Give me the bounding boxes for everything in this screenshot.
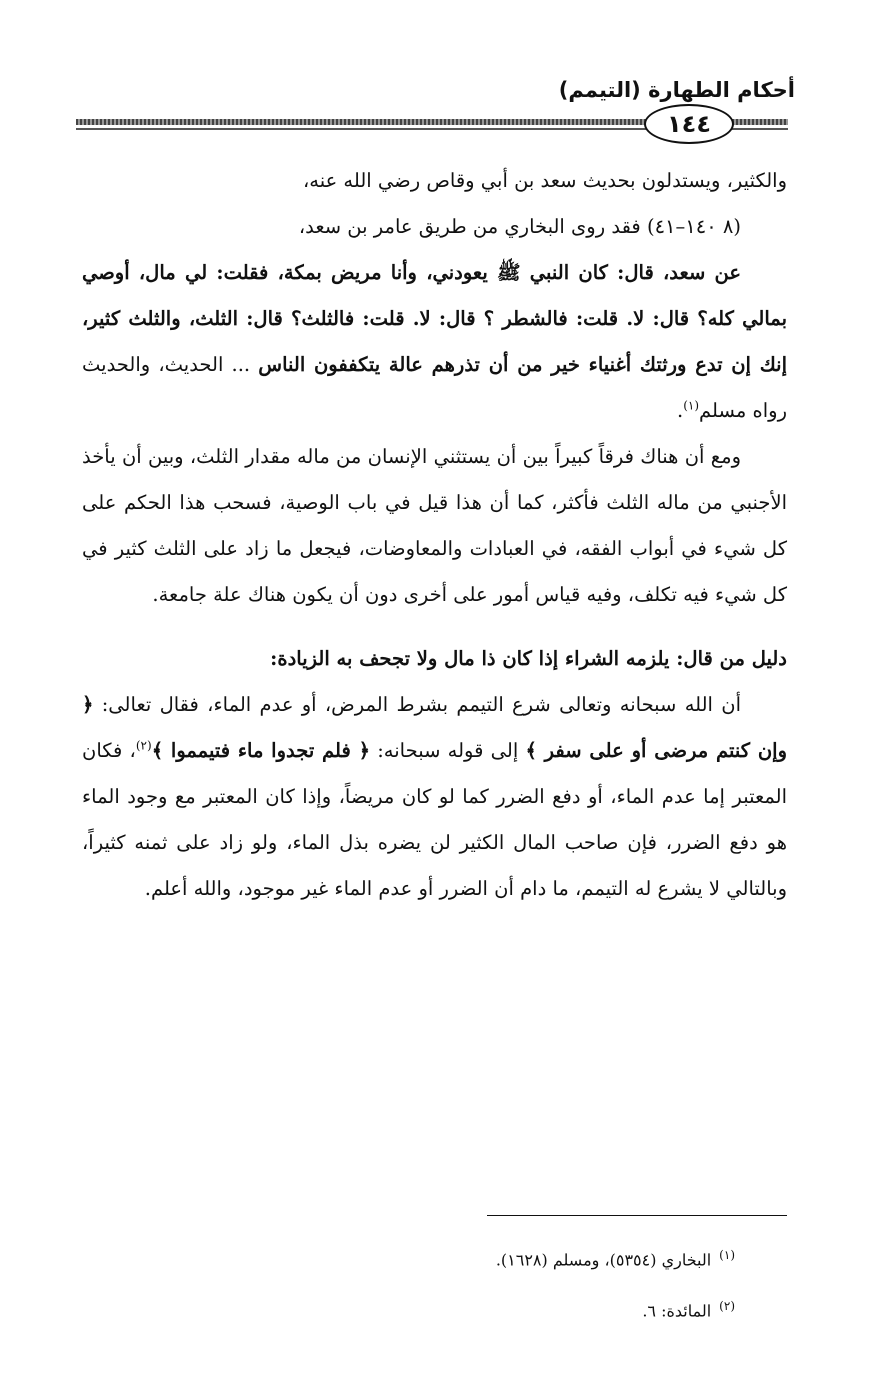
footnote-separator <box>487 1215 787 1216</box>
p5-part-a: أن الله سبحانه وتعالى شرع التيمم بشرط المرض، أو عدم الماء، فقال تعالى: <box>93 693 741 716</box>
footnote-ref-1: (١) <box>683 398 700 413</box>
footnote-1-text: البخاري (٥٣٥٤)، ومسلم (١٦٢٨). <box>495 1250 712 1270</box>
paragraph-4: ومع أن هناك فرقاً كبيراً بين أن يستثني الإنسان من ماله مقدار الثلث، وبين أن يأخذ الأجنبي من ماله الثلث فأكثر، كما أن هذا قيل في باب الوصية، فسحب هذا الحكم على كل شيء في أبواب الفقه، في العبادات والمعاوضات، فيجعل ما زاد على الثلث كثير في كل شيء فيه تكلف، وفيه قياس أمور على أخرى دون أن يكون هناك علة جامعة. <box>82 445 787 606</box>
footnotes <box>95 1232 735 1335</box>
hadith-text: عن سعد، قال: كان النبي ﷺ يعودني، وأنا مريض بمكة، فقلت: لي مال، أوصي بمالي كله؟ قال: لا. قلت: فالشطر ؟ قال: لا. قلت: فالثلث؟ قال: الثلث، والثلث كثير، إنك إن تدع ورثتك أغنياء خير من أن تذرهم عالة يتكففون الناس <box>82 261 787 376</box>
hadith-paragraph <box>82 250 787 434</box>
page-number: ١٤٤ <box>644 104 734 144</box>
section-heading: دليل من قال: يلزمه الشراء إذا كان ذا مال ولا تجحف به الزيادة: <box>270 647 787 670</box>
hadith-end: . <box>677 399 684 422</box>
hadith-tail: ... الحديث، والحديث رواه مسلم <box>82 353 787 422</box>
footnote-2-text: المائدة: ٦. <box>642 1301 712 1321</box>
paragraph-5 <box>82 682 787 912</box>
section-gap <box>82 618 787 636</box>
footnote-2-mark: (٢) <box>719 1299 735 1314</box>
paragraph-2: (٨ ١٤٠–٤١) فقد روى البخاري من طريق عامر بن سعد، <box>298 215 741 238</box>
footnote-ref-2: (٢) <box>135 738 152 753</box>
running-title: أحكام الطهارة (التيمم) <box>558 78 795 102</box>
p5-part-c: ، فكان المعتبر إما عدم الماء، أو دفع الضرر كما لو كان مريضاً، وإذا كان المعتبر مع وجود الماء هو دفع الضرر، فإن صاحب المال الكثير لن يضره بذل الماء، ولو زاد على ثمنه كثيراً، وبالتالي لا يشرع له التيمم، ما دام أن الضرر أو عدم الماء غير موجود، والله أعلم. <box>82 739 787 900</box>
paragraph-1: والكثير، ويستدلون بحديث سعد بن أبي وقاص رضي الله عنه، <box>302 169 787 192</box>
footnote-1-mark: (١) <box>719 1248 735 1262</box>
p5-part-b: إلى قوله سبحانه: <box>370 739 526 762</box>
footnote-2 <box>95 1283 735 1334</box>
main-text <box>82 158 787 912</box>
quran-verse-2: ﴿ فلم تجدوا ماء فتيمموا ﴾ <box>151 739 371 762</box>
footnote-1 <box>95 1232 735 1283</box>
quran-verse-1: ﴿ وإن كنتم مرضى أو على سفر ﴾ <box>82 693 787 762</box>
